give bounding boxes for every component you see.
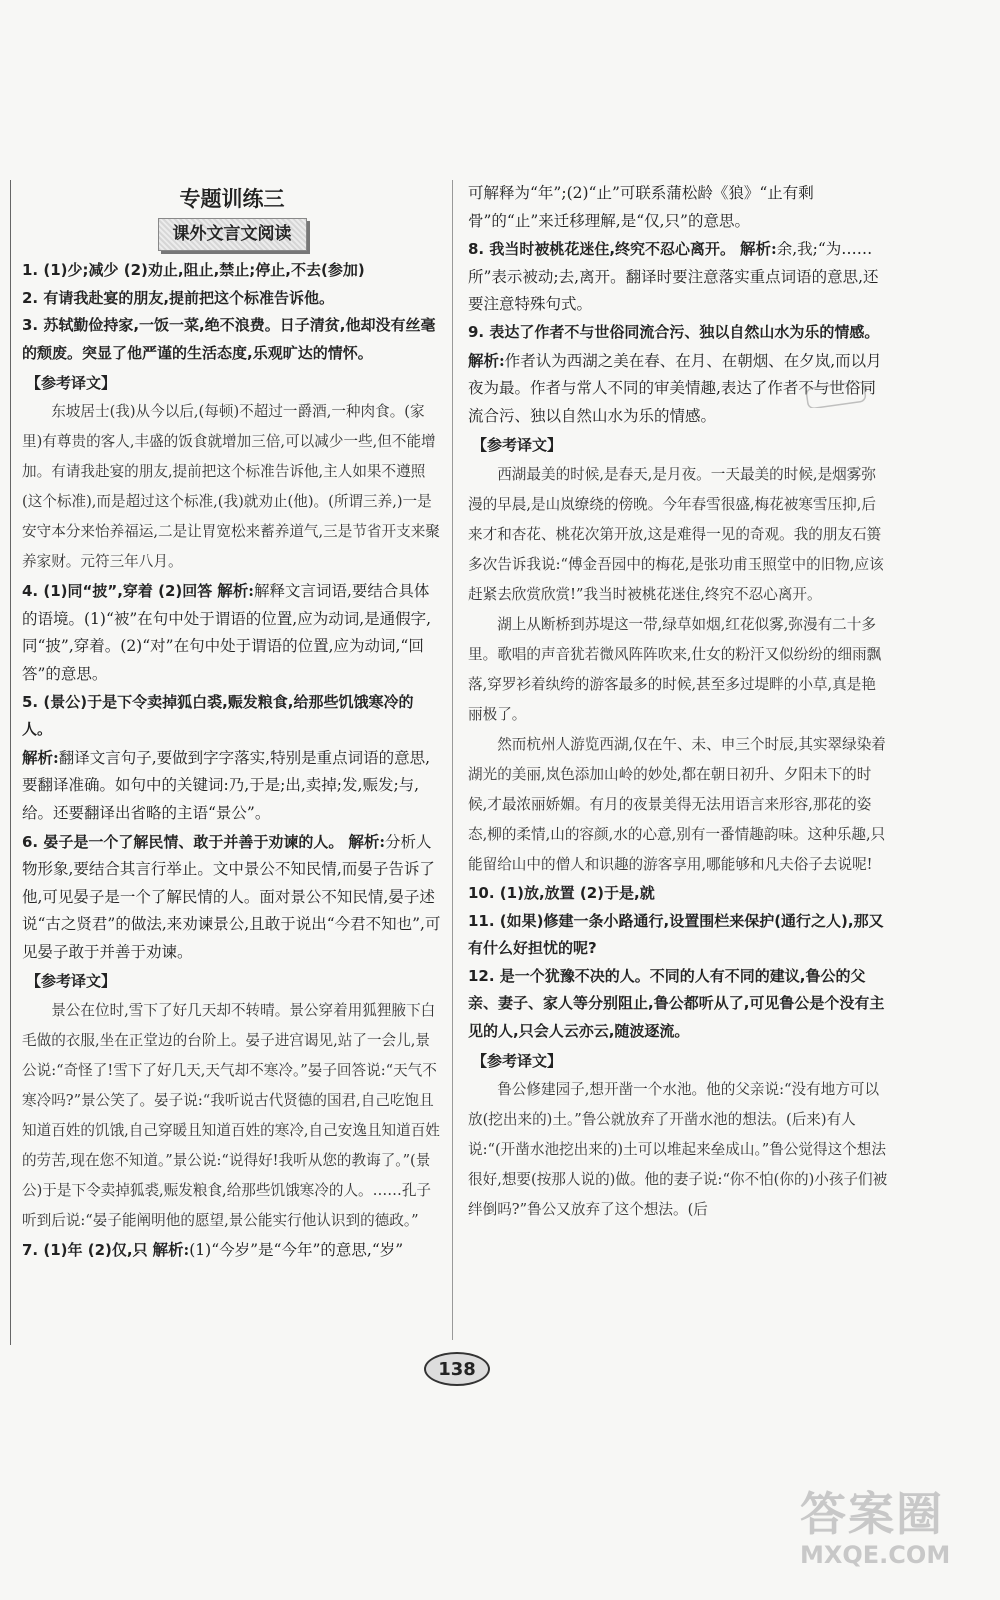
watermark-logo-text: 答案圈: [800, 1487, 944, 1541]
analysis-label: 解析:: [468, 350, 505, 370]
column-divider: [452, 180, 453, 1340]
analysis-text: 作者认为西湖之美在春、在月、在朝烟、在夕岚,而以月夜为最。作者与常人不同的审美情趣,表达了作者不与世俗同流合污、独以自然山水为乐的情感。: [468, 351, 882, 425]
left-column: [22, 180, 442, 1265]
analysis-label: 解析:: [348, 831, 386, 851]
reference-translation-text: 然而杭州人游览西湖,仅在午、未、申三个时辰,其实翠绿染着湖光的美丽,岚色添加山岭的妙处,都在朝日初升、夕阳未下的时候,才最浓丽娇媚。有月的夜景美得无法用语言来形容,那花的姿态,柳的柔情,山的容颜,水的心意,别有一番情趣韵味。这种乐趣,只能留给山中的僧人和识趣的游客享用,哪能够和凡夫俗子去说呢!: [468, 735, 886, 873]
analysis-label: 解析:: [22, 747, 59, 767]
page-title: 专题训练三: [179, 187, 285, 211]
answer-7-text: 7. (1)年 (2)仅,只: [22, 1241, 148, 1260]
reference-translation-text: 西湖最美的时候,是春天,是月夜。一天最美的时候,是烟雾弥漫的早晨,是山岚缭绕的傍晚。今年春雪很盛,梅花被寒雪压抑,后来才和杏花、桃花次第开放,这是难得一见的奇观。我的朋友石篑多次告诉我说:“傅金吾园中的梅花,是张功甫玉照堂中的旧物,应该赶紧去欣赏欣赏!”我当时被桃花迷住,终究不忍心离开。: [468, 465, 884, 603]
reference-translation-text: 景公在位时,雪下了好几天却不转晴。景公穿着用狐狸腋下白毛做的衣服,坐在正堂边的台阶上。晏子进宫谒见,站了一会儿,景公说:“奇怪了!雪下了好几天,天气却不寒冷。”晏子回答说:“天气不寒冷吗?”景公笑了。晏子说:“我听说古代贤德的国君,自己吃饱且知道百姓的饥饿,自己穿暖且知道百姓的寒冷,自己安逸且知道百姓的劳苦,现在您不知道。”景公说:“说得好!我听从您的教诲了。”(景公)于是下令卖掉狐裘,赈发粮食,给那些饥饿寒冷的人。……孔子听到后说:“晏子能阐明他的愿望,景公能实行他认识到的德政。”: [22, 1002, 440, 1230]
analysis-label: 解析:: [217, 581, 254, 601]
watermark-domain: MXQE.COM: [800, 1541, 951, 1569]
analysis-label: 解析:: [740, 239, 777, 259]
reference-translation-label: 【参考译文】: [26, 972, 117, 991]
answer-5: [22, 689, 442, 828]
answer-9: [468, 319, 888, 430]
answer-6: [22, 828, 442, 967]
answer-6-text: 6. 晏子是一个了解民情、敢于并善于劝谏的人。: [22, 832, 344, 851]
answer-4: [22, 577, 442, 688]
reference-translation-text: 东坡居士(我)从今以后,(每顿)不超过一爵酒,一种肉食。(家里)有尊贵的客人,丰盛的饭食就增加三倍,可以减少一些,但不能增加。有请我赴宴的朋友,提前把这个标准告诉他,主人如果不遵照(这个标准),而是超过这个标准,(我)就劝止(他)。(所谓三养,)一是安守本分来怡养福运,二是让胃宽松来蓄养道气,三是节省开支来聚养家财。元符三年八月。: [22, 403, 440, 571]
reference-translation-label: 【参考译文】: [472, 1051, 563, 1070]
answer-1: 1. (1)少;减少 (2)劝止,阻止,禁止;停止,不去(参加): [22, 261, 365, 280]
analysis-text: (1)“今岁”是“今年”的意思,“岁”: [189, 1241, 404, 1260]
analysis-label: 解析:: [152, 1240, 190, 1260]
answer-8: [468, 235, 888, 319]
margin-rule: [10, 180, 11, 1345]
answer-7-continued: 可解释为“年”;(2)“止”可联系蒲松龄《狼》“止有剩骨”的“止”来迁移理解,是“仅,只”的意思。: [468, 184, 814, 230]
answer-12: 12. 是一个犹豫不决的人。不同的人有不同的建议,鲁公的父亲、妻子、家人等分别阻止,鲁公都听从了,可见鲁公是个没有主见的人,只会人云亦云,随波逐流。: [468, 966, 885, 1040]
answer-11: 11. (如果)修建一条小路通行,设置围栏来保护(通行之人),那又有什么好担忧的呢?: [468, 911, 884, 958]
answer-8-text: 8. 我当时被桃花迷住,终究不忍心离开。: [468, 240, 736, 259]
analysis-text: 翻译文言句子,要做到字字落实,特别是重点词语的意思,要翻译准确。如句中的关键词:乃,于是;出,卖掉;发,赈发;与,给。还要翻译出省略的主语“景公”。: [22, 748, 431, 822]
section-banner-wrap: [22, 218, 442, 252]
analysis-text: 分析人物形象,要结合其言行举止。文中景公不知民情,而晏子告诉了他,可见晏子是一个了解民情的人。面对景公不知民情,晏子述说“古之贤君”的做法,来劝谏景公,且敢于说出“今君不知也”,可见晏子敢于并善于劝谏。: [22, 832, 441, 961]
answer-3: 3. 苏轼勤俭持家,一饭一菜,绝不浪费。日子清贫,他却没有丝毫的颓废。突显了他严谨的生活态度,乐观旷达的情怀。: [22, 316, 436, 362]
answer-4-text: 4. (1)同“披”,穿着 (2)回答: [22, 582, 213, 601]
analysis-text: 解释文言词语,要结合具体的语境。(1)“被”在句中处于谓语的位置,应为动词,是通假字,同“披”,穿着。(2)“对”在句中处于谓语的位置,应为动词,“回答”的意思。: [22, 582, 432, 683]
right-column: [468, 180, 888, 1225]
answer-7: [22, 1236, 442, 1265]
reference-translation-text: 湖上从断桥到苏堤这一带,绿草如烟,红花似雾,弥漫有二十多里。歌唱的声音犹若微风阵阵吹来,仕女的粉汗又似纷纷的细雨飘落,穿罗衫着纨绔的游客最多的时候,甚至多过堤畔的小草,真是艳丽极了。: [468, 615, 882, 723]
section-banner: 课外文言文阅读: [158, 218, 307, 252]
answer-9-text: 9. 表达了作者不与世俗同流合污、独以自然山水为乐的情感。: [468, 322, 880, 341]
answer-2: 2. 有请我赴宴的朋友,提前把这个标准告诉他。: [22, 288, 335, 307]
site-watermark: [800, 1488, 990, 1588]
answer-5-text: 5. (景公)于是下令卖掉狐白裘,赈发粮食,给那些饥饿寒冷的人。: [22, 692, 414, 739]
reference-translation-text: 鲁公修建园子,想开凿一个水池。他的父亲说:“没有地方可以放(挖出来的)土。”鲁公就放弃了开凿水池的想法。(后来)有人说:“(开凿水池挖出来的)土可以堆起来垒成山。”鲁公觉得这个想法很好,想要(按那人说的)做。他的妻子说:“你不怕(你的)小孩子们被绊倒吗?”鲁公又放弃了这个想法。(后: [468, 1081, 888, 1219]
page-number: 138: [424, 1352, 490, 1386]
reference-translation-label: 【参考译文】: [26, 373, 117, 392]
answer-10: 10. (1)放,放置 (2)于是,就: [468, 883, 655, 902]
page-number-badge: [424, 1352, 488, 1384]
reference-translation-label: 【参考译文】: [472, 436, 563, 455]
analysis-text: 余,我;“为……所”表示被动;去,离开。翻译时要注意落实重点词语的意思,还要注意特殊句式。: [468, 240, 879, 314]
stamp-mark: [805, 382, 867, 408]
